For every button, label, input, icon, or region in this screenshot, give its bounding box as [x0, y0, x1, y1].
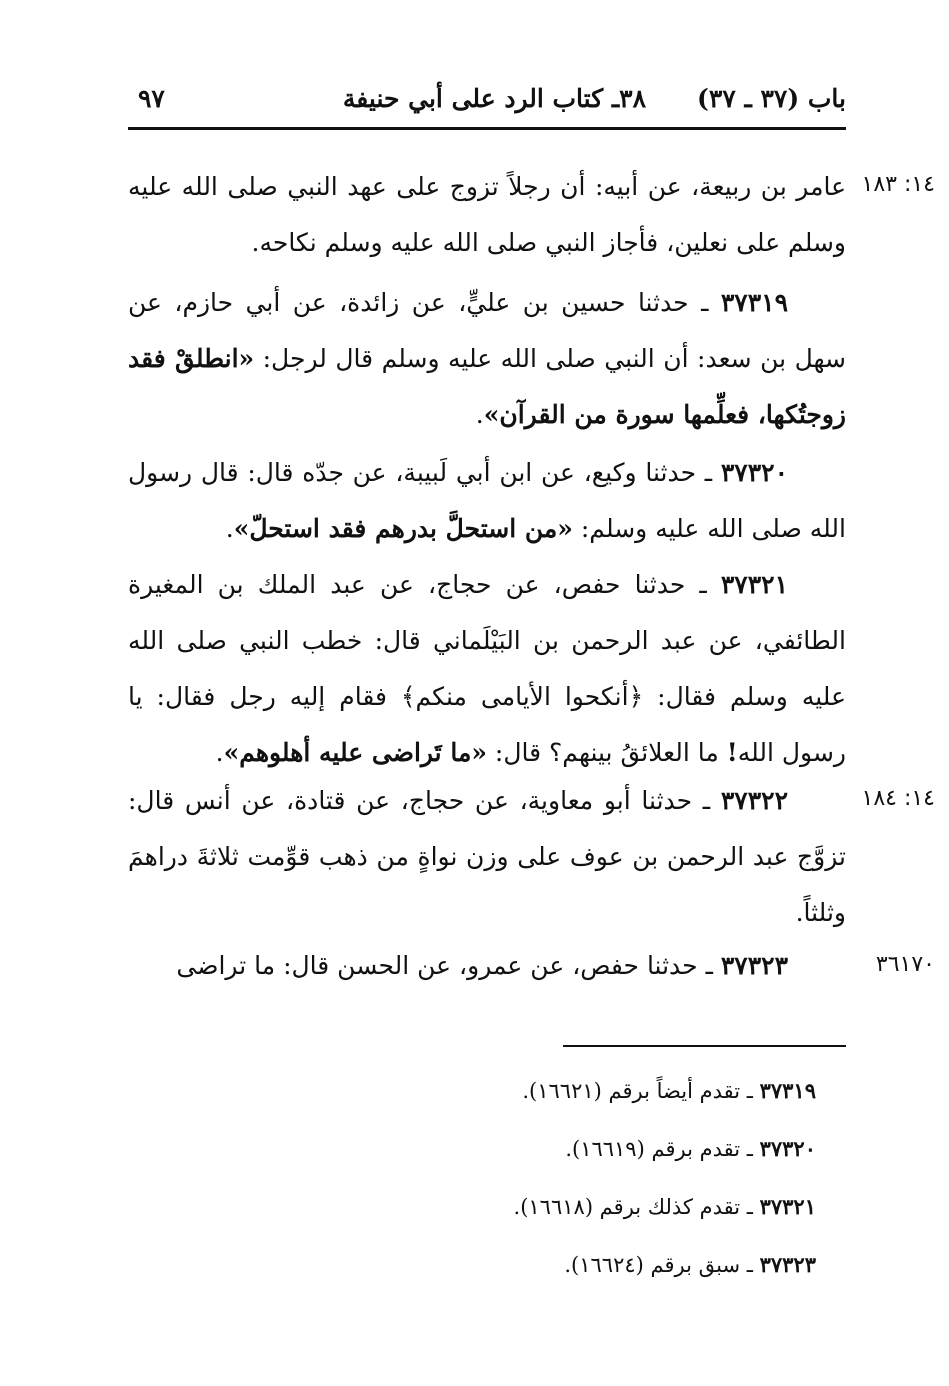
hadith-number: ٣٧٣٢٣ [720, 951, 788, 980]
hadith-quote: «من استحلَّ بدرهم فقد استحلّ» [233, 514, 573, 543]
hadith-37319 [128, 275, 846, 443]
hadith-text: ـ حدثنا وكيع، عن ابن أبي لَبيبة، عن جدّه قال: قال رسول الله صلى الله عليه وسلم: [128, 458, 846, 543]
running-header [128, 78, 846, 120]
footnote-number: ٣٧٣١٩ [759, 1078, 816, 1103]
margin-ref-183: ١٤: ١٨٣ [861, 172, 935, 197]
hadith-number: ٣٧٣١٩ [720, 288, 788, 317]
footnote-text: ـ تقدم برقم (١٦٦١٩). [565, 1137, 760, 1161]
hadith-37320 [128, 445, 846, 557]
footnote-37321 [128, 1178, 816, 1236]
footnote-number: ٣٧٣٢١ [759, 1194, 816, 1219]
hadith-text-2: ما العلائقُ بينهم؟ قال: [486, 738, 727, 767]
footnote-text: ـ تقدم أيضاً برقم (١٦٦٢١). [522, 1079, 760, 1103]
hadith-text: ـ حدثنا حفص، عن عمرو، عن الحسن قال: ما تراضى [176, 951, 721, 980]
footnote-number: ٣٧٣٢٠ [759, 1136, 816, 1161]
margin-ref-184: ١٤: ١٨٤ [861, 786, 935, 811]
footnotes [128, 1062, 816, 1294]
exclamation-mark: ! [726, 738, 738, 767]
footnote-text: ـ تقدم كذلك برقم (١٦٦١٨). [513, 1195, 760, 1219]
hadith-end: . [215, 738, 224, 767]
hadith-text: ـ حدثنا حسين بن عليٍّ، عن زائدة، عن أبي حازم، عن سهل بن سعد: أن النبي صلى الله عليه وسلم قال لرجل: [128, 288, 846, 373]
footnote-37323 [128, 1236, 816, 1294]
book-title: ٣٨ـ كتاب الرد على أبي حنيفة [342, 84, 646, 113]
hadith-number: ٣٧٣٢٢ [720, 786, 788, 815]
hadith-number: ٣٧٣٢١ [720, 570, 788, 599]
footnote-number: ٣٧٣٢٣ [759, 1252, 816, 1277]
footnote-37320 [128, 1120, 816, 1178]
chapter-section-label: باب (٣٧ ـ ٣٧) [697, 84, 846, 113]
hadith-text: ـ حدثنا حفص، عن حجاج، عن عبد الملك بن المغيرة الطائفي، عن عبد الرحمن بن البَيْلَماني قال: خطب النبي صلى الله عليه وسلم فقال: ﴿أنكحوا الأيامى منكم﴾ فقام إليه رجل فقال: يا رسول الله [128, 570, 846, 767]
hadith-text: ـ حدثنا أبو معاوية، عن حجاج، عن قتادة، عن أنس قال: تزوَّج عبد الرحمن بن عوف على وزن نواةٍ من ذهب قوِّمت ثلاثةَ دراهمَ وثلثاً. [128, 786, 846, 927]
hadith-37322 [128, 773, 846, 941]
hadith-end: . [225, 514, 234, 543]
hadith-quote: «ما تَراضى عليه أهلوهم» [223, 738, 487, 767]
hadith-37321 [128, 557, 846, 781]
hadith-37323 [128, 938, 846, 994]
footnote-37319 [128, 1062, 816, 1120]
margin-ref-36170: ٣٦١٧٠ [875, 952, 935, 977]
page-number: ٩٧ [138, 84, 165, 113]
header-divider [128, 127, 846, 130]
footnote-text: ـ سبق برقم (١٦٦٢٤). [564, 1253, 760, 1277]
paragraph-text: عامر بن ربيعة، عن أبيه: أن رجلاً تزوج على عهد النبي صلى الله عليه وسلم على نعلين، فأجاز النبي صلى الله عليه وسلم نكاحه. [128, 172, 846, 257]
footnote-divider [563, 1045, 846, 1047]
paragraph-continuation [128, 159, 846, 271]
hadith-quote: «انطلقْ فقد زوجتُكها، فعلِّمها سورة من القرآن» [128, 344, 846, 429]
hadith-end: . [475, 400, 484, 429]
hadith-number: ٣٧٣٢٠ [720, 458, 788, 487]
